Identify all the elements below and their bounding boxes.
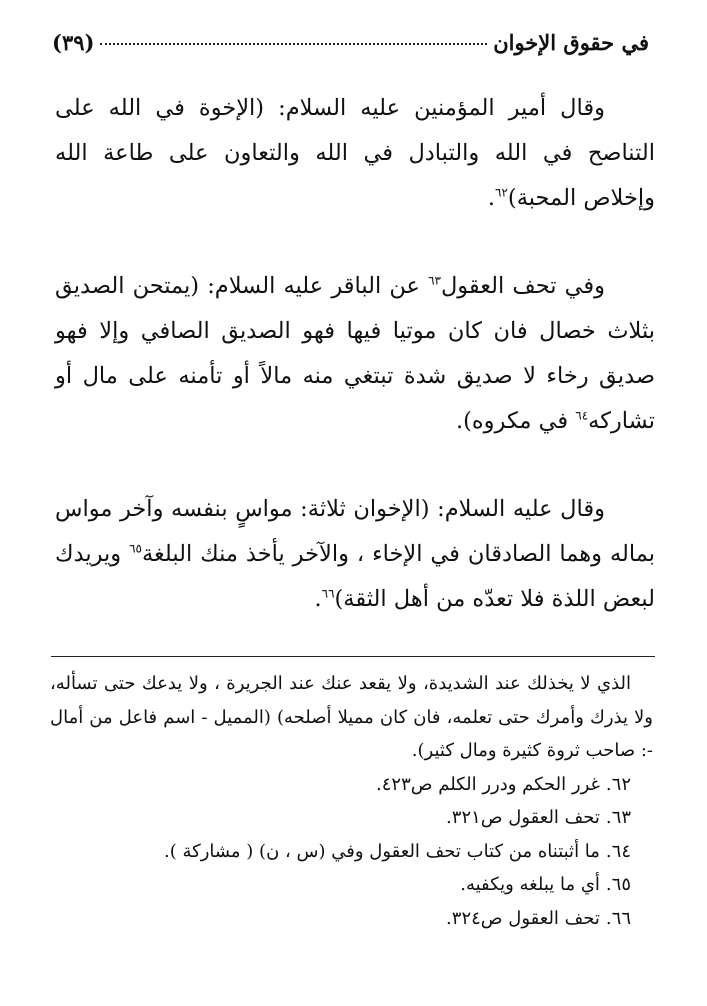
footnote-ref: ٦٤ [575,408,589,423]
footnote-item [50,768,631,802]
footnote-number: ٦٥. [605,874,631,895]
paragraph-text: وقال عليه السلام: (الإخوان ثلاثة: مواسٍ بنفسه وآخر مواس بماله وهما الصادقان في الإخاء ، والآخر يأخذ منك البلغة [55,496,655,567]
footnote-ref: ٦٢ [495,185,508,200]
main-text [55,86,655,665]
footnote-text: غرر الحكم ودرر الكلم ص٤٢٣. [376,773,600,795]
header-title: في حقوق الإخوان [493,30,649,55]
footnote-divider [51,656,655,657]
footnotes [50,667,653,935]
paragraph-text: وفي تحف العقول [440,273,605,299]
paragraph-3 [55,487,655,622]
footnote-text: أي ما يبلغه ويكفيه. [460,874,600,895]
paragraph-tail: . [314,586,322,612]
footnote-number: ٦٦. [605,907,631,929]
footnote-text: تحف العقول ص٣٢١. [446,807,600,828]
footnote-text: ما أثبتناه من كتاب تحف العقول وفي (س ، ن) ( مشاركة ). [164,840,600,862]
footnote-number: ٦٢. [605,773,631,795]
paragraph-1 [55,86,655,221]
paragraph-tail: في مكروه). [455,408,576,434]
footnote-ref: ٦٦ [321,586,335,601]
footnote-item [50,868,631,902]
paragraph-2 [55,264,655,444]
paragraph-tail: عن الباقر عليه السلام: (يمتحن الصديق بثلاث خصال فان كان موتيا فيها فهو الصديق الصافي وإلا فهو صديق رخاء لا صديق شدة تبتغي منه مالاً أو تأمنه على مال أو تشاركه [55,273,655,434]
footnote-item [50,902,631,936]
paragraph-text: وقال أمير المؤمنين عليه السلام: (الإخوة في الله على التناصح في الله والتبادل في الله والتعاون على طاعة الله وإخلاص المحبة) [55,95,655,211]
footnote-ref: ٦٥ [129,541,142,556]
page-number: (٣٩) [52,30,95,55]
footnote-number: ٦٤. [605,840,631,862]
footnote-item [50,835,631,869]
running-header [52,30,649,55]
footnote-item [50,801,631,835]
footnote-ref: ٦٣ [428,273,441,288]
footnote-number: ٦٣. [605,807,631,828]
header-dot-leader [100,43,487,45]
paragraph-tail: . [487,185,496,211]
footnote-continuation: الذي لا يخذلك عند الشديدة، ولا يقعد عنك عند الجريرة ، ولا يدعك حتى تسأله، ولا يذرك وأمرك حتى تعلمه، فان كان مميلا أصلحه) (المميل - اسم فاعل من أمال -: صاحب ثروة كثيرة ومال كثير). [50,673,653,761]
footnote-text: تحف العقول ص٣٢٤. [446,907,600,929]
footnote-list [50,768,653,936]
paragraph-tail: ويريدك لبعض اللذة فلا تعدّه من أهل الثقة) [55,541,655,612]
